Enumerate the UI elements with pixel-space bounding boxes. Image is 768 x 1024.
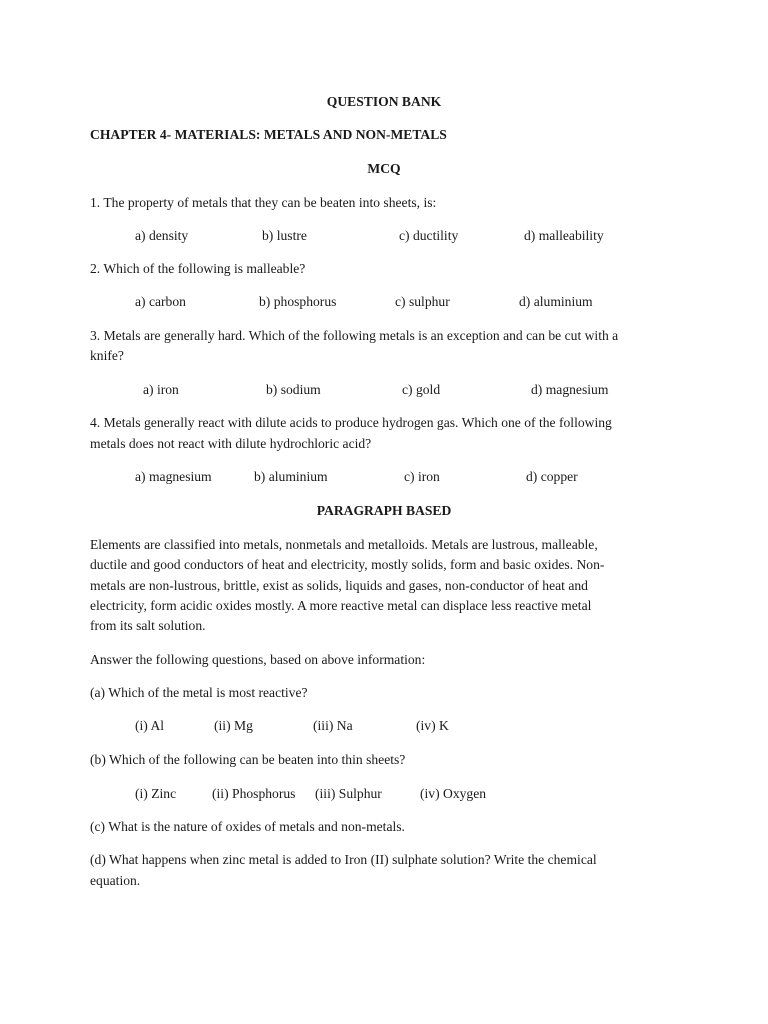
passage-line-1: Elements are classified into metals, nonmetals and metalloids. Metals are lustrous, malleable, (90, 537, 598, 552)
question-b-option-iii: (iii) Sulphur (315, 786, 382, 801)
mcq-question-4-line-2: metals does not react with dilute hydrochloric acid? (90, 436, 372, 451)
mcq-4-option-b: b) aluminium (254, 469, 328, 484)
document-title: QUESTION BANK (326, 94, 442, 109)
mcq-1-option-d: d) malleability (524, 228, 604, 243)
passage-line-3: metals are non-lustrous, brittle, exist as solids, liquids and gases, non-conductor of heat and (90, 578, 588, 593)
chapter-heading: CHAPTER 4- MATERIALS: METALS AND NON-METALS (90, 127, 447, 142)
question-a-option-ii: (ii) Mg (214, 718, 253, 733)
paragraph-based-heading: PARAGRAPH BASED (316, 503, 452, 518)
mcq-2-option-b: b) phosphorus (259, 294, 337, 309)
passage-line-4: electricity, form acidic oxides mostly. A more reactive metal can displace less reactive metal (90, 598, 592, 613)
mcq-3-option-b: b) sodium (266, 382, 321, 397)
question-b: (b) Which of the following can be beaten into thin sheets? (90, 752, 406, 767)
passage-line-5: from its salt solution. (90, 618, 206, 633)
mcq-3-option-a: a) iron (143, 382, 179, 397)
mcq-3-option-d: d) magnesium (531, 382, 609, 397)
mcq-1-option-c: c) ductility (399, 228, 459, 243)
mcq-question-3-line-1: 3. Metals are generally hard. Which of the following metals is an exception and can be cut with a (90, 328, 619, 343)
mcq-4-option-d: d) copper (526, 469, 578, 484)
question-a: (a) Which of the metal is most reactive? (90, 685, 308, 700)
mcq-1-option-a: a) density (135, 228, 189, 243)
mcq-2-option-a: a) carbon (135, 294, 186, 309)
mcq-2-option-c: c) sulphur (395, 294, 450, 309)
question-a-option-iii: (iii) Na (313, 718, 353, 733)
question-b-option-i: (i) Zinc (135, 786, 177, 801)
question-a-option-i: (i) Al (135, 718, 165, 733)
mcq-3-option-c: c) gold (402, 382, 441, 397)
mcq-2-option-d: d) aluminium (519, 294, 593, 309)
mcq-4-option-a: a) magnesium (135, 469, 212, 484)
question-b-option-iv: (iv) Oxygen (420, 786, 487, 801)
mcq-heading: MCQ (367, 161, 401, 176)
question-b-option-ii: (ii) Phosphorus (212, 786, 296, 801)
passage-line-2: ductile and good conductors of heat and electricity, mostly solids, form and basic oxides. Non- (90, 557, 605, 572)
mcq-question-1: 1. The property of metals that they can be beaten into sheets, is: (90, 195, 437, 210)
mcq-question-3-line-2: knife? (90, 348, 124, 363)
question-d-line-1: (d) What happens when zinc metal is added to Iron (II) sulphate solution? Write the chemical (90, 852, 597, 867)
instruction-text: Answer the following questions, based on above information: (90, 652, 426, 667)
question-c: (c) What is the nature of oxides of metals and non-metals. (90, 819, 405, 834)
mcq-question-4-line-1: 4. Metals generally react with dilute acids to produce hydrogen gas. Which one of the following (90, 415, 612, 430)
mcq-4-option-c: c) iron (404, 469, 440, 484)
mcq-1-option-b: b) lustre (262, 228, 307, 243)
question-a-option-iv: (iv) K (416, 718, 449, 733)
mcq-question-2: 2. Which of the following is malleable? (90, 261, 306, 276)
question-d-line-2: equation. (90, 873, 141, 888)
